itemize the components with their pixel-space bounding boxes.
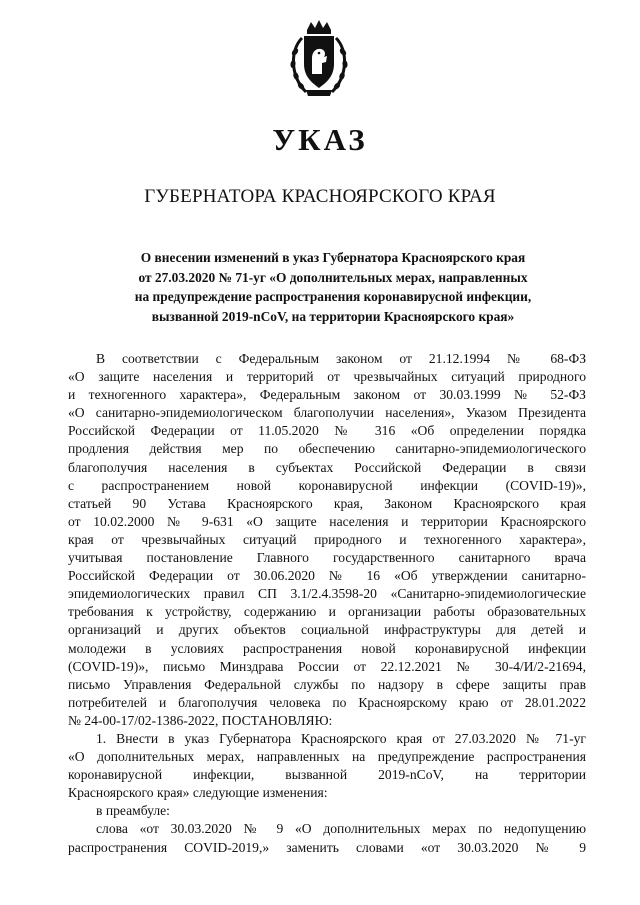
body-line: требования к устройству, содержанию и организации работы образовательных	[68, 604, 586, 620]
body-line: Российской Федерации от 30.06.2020 № 16 «Об утверждении санитарно-	[68, 568, 586, 584]
body-line: статьей 90 Устава Красноярского края, Законом Красноярского края	[68, 495, 586, 511]
document-heading	[80, 248, 586, 326]
body-line: Красноярского края» следующие изменения:	[68, 785, 328, 801]
body-line: продления действия мер по обеспечению санитарно-эпидемиологического	[68, 441, 586, 457]
body-line: «О санитарно-эпидемиологическом благополучии населения», Указом Президента	[68, 405, 586, 421]
body-line: «О дополнительных мерах, направленных на предупреждение распространения	[68, 749, 586, 765]
body-line: распространения COVID-2019,» заменить словами «от 30.03.2020 № 9	[68, 839, 586, 855]
body-line: «О защите населения и территорий от чрезвычайных ситуаций природного	[68, 369, 586, 385]
body-line: благополучия населения в субъектах Российской Федерации в связи	[68, 459, 586, 475]
body-line: организаций и других объектов социальной инфраструктуры для детей и	[68, 622, 586, 638]
body-line: в преамбуле:	[96, 803, 170, 819]
coat-of-arms-emblem	[286, 18, 352, 100]
body-line: В соответствии с Федеральным законом от 21.12.1994 № 68-ФЗ	[96, 351, 586, 366]
body-line: Российской Федерации от 11.05.2020 № 316 «Об определении порядка	[68, 423, 586, 439]
body-line: и техногенного характера», Федеральным законом от 30.03.1999 № 52-ФЗ	[68, 387, 586, 403]
body-line: молодежи в условиях распространения новой коронавирусной инфекции	[68, 640, 586, 656]
document-title: УКАЗ	[272, 122, 368, 157]
body-line: учитывая постановление Главного государственного санитарного врача	[68, 550, 586, 566]
body-line: эпидемиологических правил СП 3.1/2.4.3598-20 «Санитарно-эпидемиологические	[68, 586, 586, 602]
body-line: слова «от 30.03.2020 № 9 «О дополнительных мерах по недопущению	[96, 821, 586, 837]
body-line: края от чрезвычайных ситуаций природного и техногенного характера»,	[68, 531, 586, 547]
body-line: коронавирусной инфекции, вызванной 2019-nCoV, на территории	[68, 767, 586, 783]
body-line: письмо Управления Федеральной службы по надзору в сфере защиты прав	[68, 676, 586, 692]
heading-line: О внесении изменений в указ Губернатора Красноярского края	[140, 250, 526, 265]
document-body	[68, 350, 586, 857]
body-line: 1. Внести в указ Губернатора Красноярского края от 27.03.2020 № 71-уг	[96, 730, 586, 746]
heading-line: на предупреждение распространения коронавирусной инфекции,	[134, 289, 532, 304]
body-line: № 24-00-17/02-1386-2022, ПОСТАНОВЛЯЮ:	[68, 712, 333, 728]
heading-line: от 27.03.2020 № 71-уг «О дополнительных мерах, направленных	[138, 269, 528, 285]
body-line: от 10.02.2000 № 9-631 «О защите населения и территории Красноярского	[68, 513, 586, 529]
document-subtitle: ГУБЕРНАТОРА КРАСНОЯРСКОГО КРАЯ	[144, 186, 496, 207]
body-line: потребителей и благополучия человека по Красноярскому краю от 28.01.2022	[68, 694, 586, 710]
body-line: (COVID-19)», письмо Минздрава России от 22.12.2021 № 30-4/И/2-21694,	[68, 658, 586, 674]
body-line: с распространением новой коронавирусной инфекции (COVID-19)»,	[68, 477, 586, 493]
heading-line: вызванной 2019-nCoV, на территории Красноярского края»	[151, 308, 515, 324]
